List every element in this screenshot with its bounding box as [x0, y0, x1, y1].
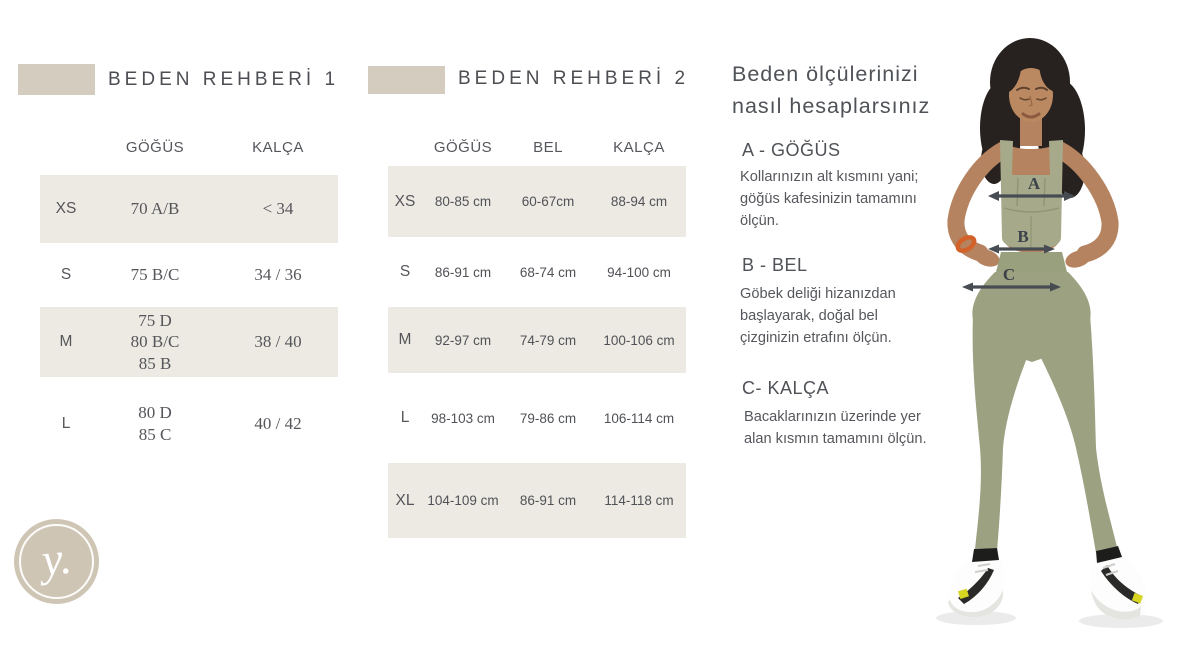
section-b-label: B - BEL: [742, 255, 808, 275]
size-cell: L: [61, 414, 71, 432]
gogus-cell: 80 D 85 C: [138, 403, 172, 444]
guide1-header-gogus: GÖĞÜS: [125, 138, 185, 156]
bel-cell: 86-91 cm: [519, 493, 577, 508]
kalca-cell: < 34: [262, 199, 294, 219]
kalca-cell: 100-106 cm: [603, 332, 675, 348]
gogus-cell: 70 A/B: [130, 199, 180, 219]
gogus-cell: 86-91 cm: [434, 264, 492, 280]
section-a-text: Kollarınızın alt kısmını yani; göğüs kafesinizin tamamını ölçün.: [740, 169, 919, 230]
guide1-header-row: [40, 133, 338, 161]
size-cell: S: [60, 266, 72, 283]
gogus-cell: 92-97 cm: [434, 332, 492, 348]
table-row: [388, 237, 686, 307]
guide2-title-swatch: [368, 66, 445, 94]
bel-cell: 68-74 cm: [519, 264, 577, 280]
size-cell: L: [400, 409, 410, 426]
table-row: [40, 243, 338, 307]
brand-logo: [14, 519, 99, 604]
size-cell: XS: [55, 200, 77, 217]
brand-logo-letter: y.: [39, 531, 74, 585]
bel-cell: 79-86 cm: [519, 410, 577, 426]
marker-a-label: A: [1027, 174, 1041, 193]
table-row: [388, 373, 686, 463]
guide2-header-row: [388, 133, 686, 161]
section-c-label: C- KALÇA: [742, 378, 830, 398]
guide1-header-kalca: KALÇA: [252, 138, 304, 156]
size-cell: S: [399, 263, 411, 280]
table-row: [40, 307, 338, 377]
model-figure-illustration: [900, 0, 1182, 648]
leggings: [972, 252, 1117, 553]
kalca-cell: 94-100 cm: [607, 264, 671, 280]
howto-heading: Beden ölçülerinizi nasıl hesaplarsınız: [732, 62, 931, 119]
section-b-text: Göbek deliği hizanızdan başlayarak, doğal bel çizginizin etrafını ölçün.: [740, 286, 896, 347]
gogus-cell: 75 D 80 B/C 85 B: [130, 311, 180, 373]
guide1-table: [40, 133, 338, 470]
gogus-cell: 104-109 cm: [427, 493, 499, 508]
marker-c-label: C: [1002, 265, 1016, 284]
section-a-label: A - GÖĞÜS: [742, 140, 841, 160]
kalca-cell: 38 / 40: [254, 332, 302, 352]
guide2-header-gogus: GÖĞÜS: [433, 138, 493, 156]
size-cell: M: [59, 333, 73, 350]
guide2-header-bel: BEL: [533, 138, 563, 156]
bel-cell: 74-79 cm: [519, 332, 577, 348]
gogus-cell: 75 B/C: [130, 265, 180, 285]
section-c-text: Bacaklarınızın üzerinde yer alan kısmın tamamını ölçün.: [744, 409, 927, 448]
table-row: [388, 166, 686, 237]
guide2-title: BEDEN REHBERİ 2: [458, 68, 690, 89]
kalca-cell: 88-94 cm: [610, 194, 668, 209]
table-row: [388, 463, 686, 538]
guide2-header-kalca: KALÇA: [613, 138, 665, 156]
kalca-cell: 40 / 42: [254, 413, 302, 433]
bel-cell: 60-67cm: [521, 194, 575, 209]
right-shoe: [1091, 546, 1148, 619]
table-row: [40, 175, 338, 243]
size-cell: M: [398, 331, 412, 348]
guide1-title: BEDEN REHBERİ 1: [108, 69, 340, 90]
gogus-cell: 98-103 cm: [431, 410, 495, 426]
guide2-table: [388, 133, 686, 538]
gogus-cell: 80-85 cm: [434, 194, 492, 209]
kalca-cell: 114-118 cm: [604, 493, 674, 508]
table-row: [388, 307, 686, 373]
kalca-cell: 34 / 36: [254, 265, 302, 285]
size-cell: XL: [395, 491, 415, 509]
table-row: [40, 377, 338, 470]
model-photo: [900, 0, 1182, 648]
kalca-cell: 106-114 cm: [603, 410, 675, 426]
guide1-title-swatch: [18, 64, 95, 95]
marker-b-label: B: [1017, 227, 1029, 246]
left-shoe: [948, 548, 1004, 617]
size-cell: XS: [394, 192, 416, 210]
